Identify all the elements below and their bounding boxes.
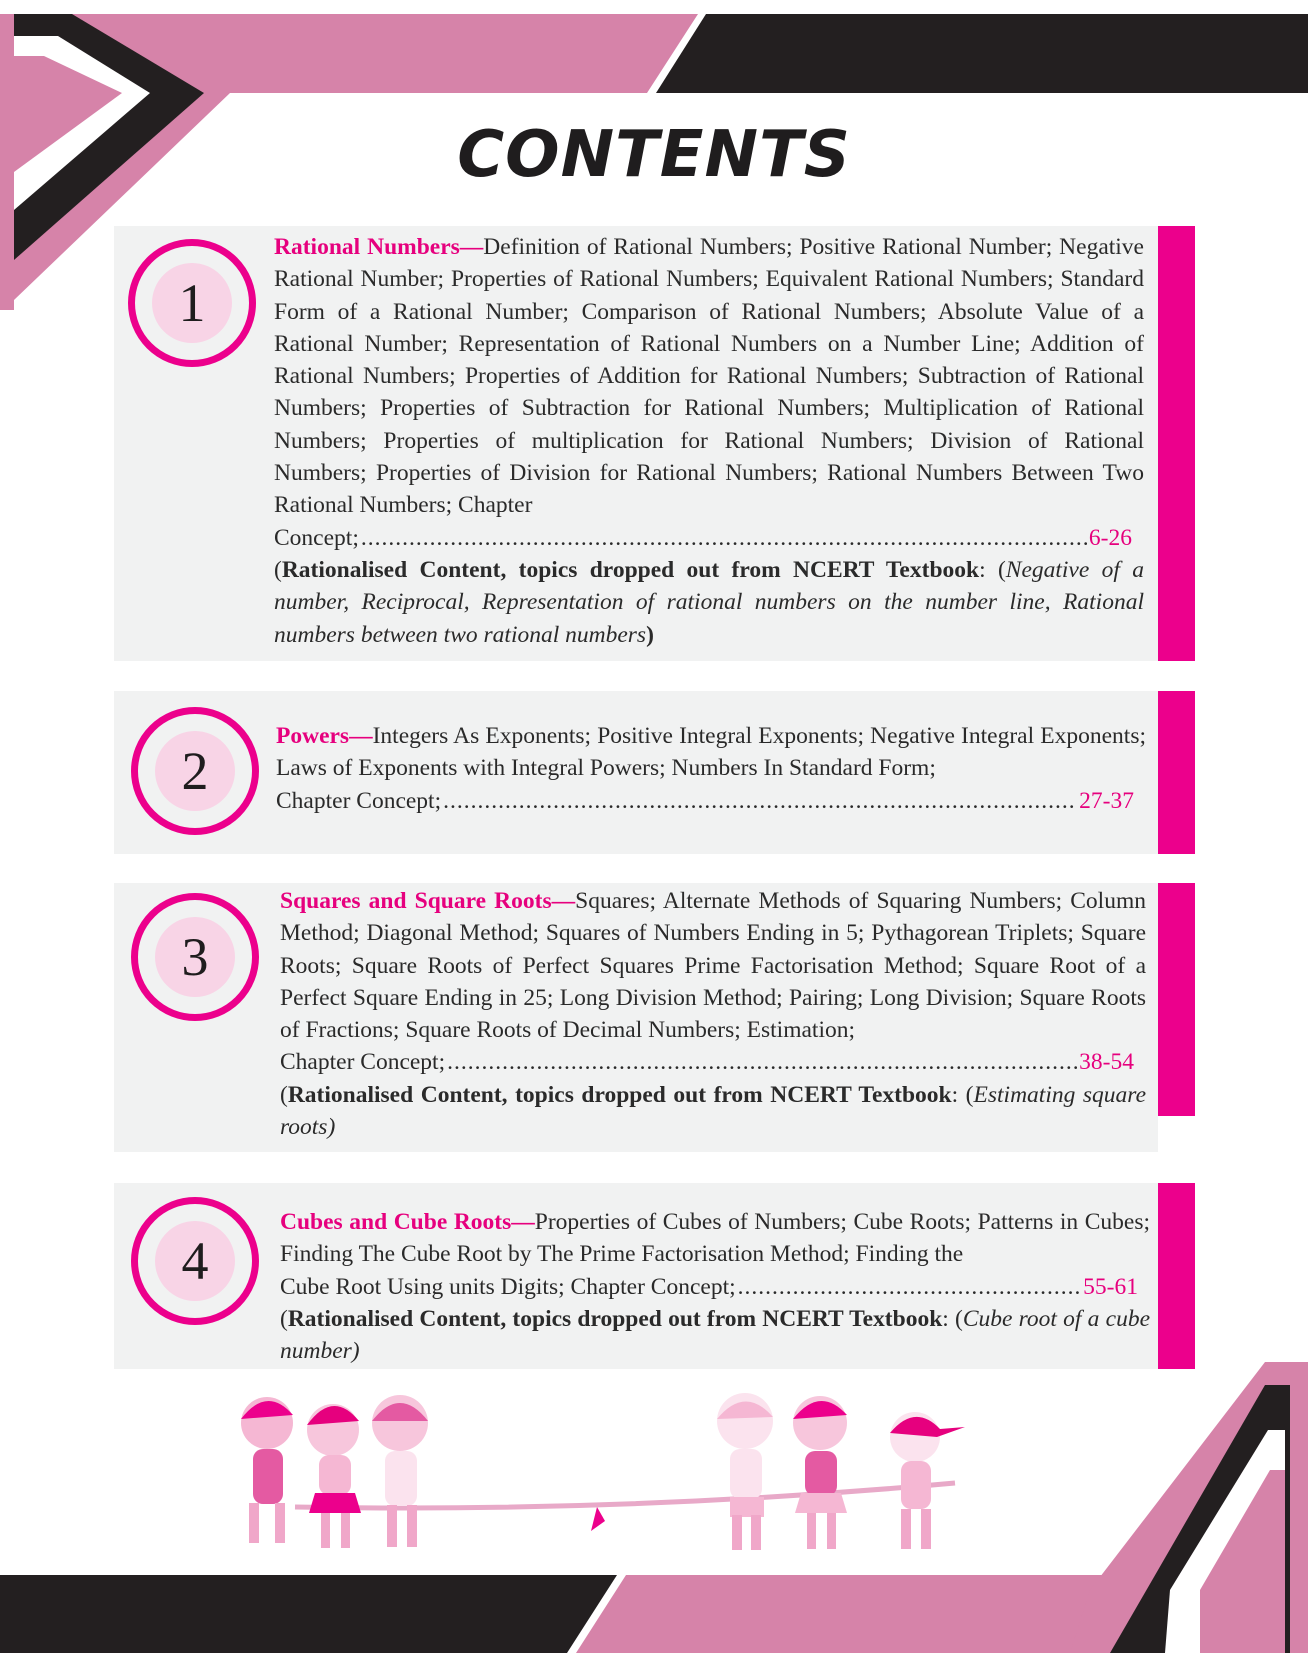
rationalised-note: (Rationalised Content, topics dropped out from NCERT Textbook: (Cube root of a cube number) xyxy=(280,1305,1150,1365)
page-range[interactable]: 27-37 xyxy=(1079,787,1134,814)
page-range-row: Cube Root Using units Digits; Chapter Concept; ..... 55-61 xyxy=(280,1271,1150,1303)
chapter-entry-1 xyxy=(274,231,1144,651)
chapter-title: Squares and Square Roots— xyxy=(280,888,576,914)
chapter-number: 4 xyxy=(181,1231,209,1291)
chapter-description xyxy=(276,720,1146,785)
chapter-number-badge-1 xyxy=(128,239,256,367)
kid-right-1 xyxy=(717,1393,773,1550)
page-range-row: Concept; ..... 6-26 xyxy=(274,522,1144,554)
chapter-entry-2 xyxy=(276,720,1146,817)
chapter-title: Powers— xyxy=(276,723,373,749)
page-range-row: Chapter Concept; ..... 27-37 xyxy=(276,785,1146,817)
kid-right-2 xyxy=(793,1396,847,1549)
kid-left-1 xyxy=(241,1397,293,1543)
chapter-topics: Properties of Cubes of Numbers; Cube Roots; Patterns in Cubes; Finding The Cube Root by The Prime Factorisation Method; Finding the xyxy=(280,1209,1150,1268)
chapter-accent-bar-4 xyxy=(1158,1183,1195,1369)
chapter-accent-bar-1 xyxy=(1158,226,1195,661)
chapter-topics: Definition of Rational Numbers; Positive Rational Number; Negative Rational Number; Properties of Rational Numbers; Equivalent Rational Numbers; Standard Form of a Rational Number; Comparison of Rational Numbers; Absolute Value of a Rational Number; Representation of Rational Numbers on a Number Line; Addition of Rational Numbers; Properties of Addition for Rational Numbers; Subtraction of Rational Numbers; Properties of Subtraction for Rational Numbers; Multiplication of Rational Numbers; Properties of multiplication for Rational Numbers; Division of Rational Numbers; Properties of Division for Rational Numbers; Rational Numbers Between Two Rational Numbers; Chapter xyxy=(274,234,1144,519)
chapter-description xyxy=(280,885,1146,1046)
chapter-accent-bar-3 xyxy=(1158,883,1195,1116)
chapter-title: Cubes and Cube Roots— xyxy=(280,1209,535,1235)
chapter-entry-4 xyxy=(280,1206,1150,1367)
chapter-number-badge-3 xyxy=(131,893,259,1021)
chapter-description xyxy=(280,1206,1150,1271)
page-range[interactable]: 38-54 xyxy=(1079,1049,1134,1076)
chapter-number: 3 xyxy=(181,927,209,987)
chapter-topics: Integers As Exponents; Positive Integral Exponents; Negative Integral Exponents; Laws of Exponents with Integral Powers; Numbers In Standard Form; xyxy=(276,723,1146,782)
chapter-accent-bar-2 xyxy=(1158,691,1195,854)
chapter-entry-3 xyxy=(280,885,1146,1143)
page-range[interactable]: 6-26 xyxy=(1088,524,1132,551)
page-range[interactable]: 55-61 xyxy=(1083,1273,1138,1300)
chapter-topics: Squares; Alternate Methods of Squaring Numbers; Column Method; Diagonal Method; Squares of Numbers Ending in 5; Pythagorean Triplets; Square Roots; Square Roots of Perfect Squares Prime Factorisation Method; Square Root of a Perfect Square Ending in 25; Long Division Method; Pairing; Long Division; Square Roots of Fractions; Square Roots of Decimal Numbers; Estimation; xyxy=(280,888,1146,1044)
tug-of-war-illustration xyxy=(225,1385,1045,1560)
chapter-number: 2 xyxy=(181,741,209,801)
kid-right-3 xyxy=(890,1412,965,1549)
chapter-number-badge-2 xyxy=(131,707,259,835)
page-title: CONTENTS xyxy=(457,118,851,192)
page-range-row: Chapter Concept; ..... 38-54 xyxy=(280,1046,1146,1078)
chapter-description xyxy=(274,231,1144,522)
chapter-title: Rational Numbers— xyxy=(274,234,484,260)
kid-left-3 xyxy=(372,1395,428,1547)
rationalised-note: (Rationalised Content, topics dropped out from NCERT Textbook: (Negative of a number, Reciprocal, Representation of rational numbers on the number line, Rational numbers between two rational numbers) xyxy=(274,556,1144,648)
rationalised-note: (Rationalised Content, topics dropped out from NCERT Textbook: (Estimating square roots) xyxy=(280,1081,1147,1141)
chapter-number-badge-4 xyxy=(131,1197,259,1325)
kid-left-2 xyxy=(307,1404,361,1548)
chapter-number: 1 xyxy=(178,273,206,333)
